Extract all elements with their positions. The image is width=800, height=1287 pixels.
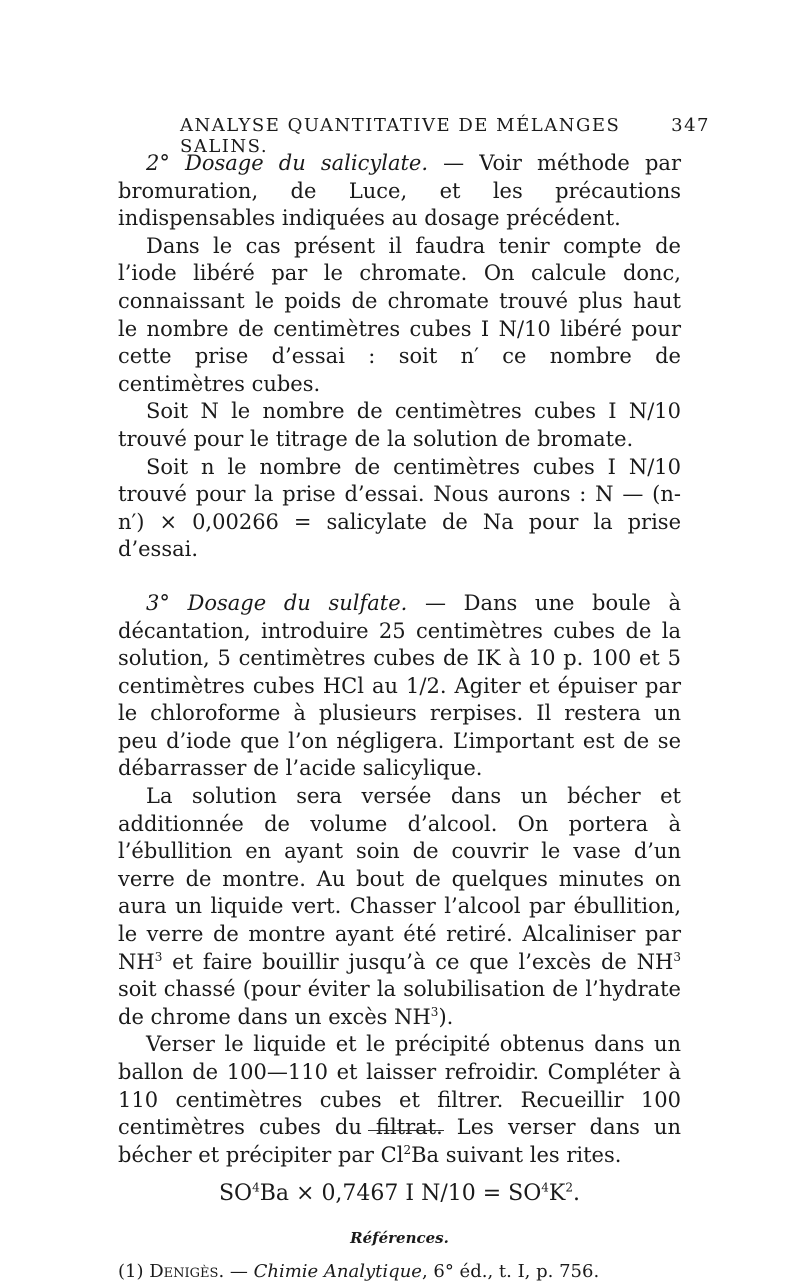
reference-author: Denigès xyxy=(149,1261,219,1283)
running-header: ANALYSE QUANTITATIVE DE MÉLANGES SALINS. xyxy=(180,115,621,157)
paragraph-bromate: Soit N le nombre de centimètres cubes I N/10 trouvé pour le titrage de la solution de bromate. xyxy=(118,399,681,451)
superscript: 3 xyxy=(673,949,681,964)
page-header xyxy=(180,115,710,157)
footer-rule xyxy=(368,1130,444,1131)
section-heading-sulfate: 3° Dosage du sulfate. xyxy=(146,590,408,615)
reference-title: Chimie Analytique xyxy=(253,1261,422,1283)
section-heading-salicylate: 2° Dosage du salicylate. xyxy=(146,151,429,175)
superscript: 2 xyxy=(565,1181,573,1196)
superscript: 4 xyxy=(252,1181,260,1196)
paragraph-filtration: Verser le liquide et le précipité obtenus dans un ballon de 100—110 et laisser refroidir. Compléter à 110 centimètres cubes et filtrer. Recueillir 100 centimètres cubes du filtrat. Les verser dans un bécher et précipiter par Cl$^2$Ba suivant les rites. xyxy=(118,1032,681,1167)
superscript: 2 xyxy=(403,1142,412,1157)
paragraph-formula: Soit n le nombre de centimètres cubes I N/10 trouvé pour la prise d’essai. Nous aurons : N — (n-n′) × 0,00266 = salicylate de Na pour la prise d’essai. xyxy=(118,454,681,562)
references-heading: Références. xyxy=(350,1229,449,1248)
superscript: 3 xyxy=(430,1004,439,1019)
paragraph-solution: La solution sera versée dans un bécher et additionnée de volume d’alcool. On portera à l’ébullition en ayant soin de couvrir le vase d’un verre de montre. Au bout de quelques minutes on aura un liquide vert. Chasser l’alcool par ébullition, le verre de montre ayant été retiré. Alcaliniser par $NH^3$ et faire bouillir jusqu’à ce que l’excès de $NH^3$ soit chassé (pour éviter la solubilisation de l’hydrate de chrome dans un excès $NH^3$). xyxy=(118,784,681,1029)
reference-item: (1) Denigès. — Chimie Analytique, 6° éd., t. I, p. 756. xyxy=(118,1261,600,1283)
equation: $SO^4Ba \times 0,7467$ I $N/10 = SO^4K^2$. xyxy=(218,1181,580,1207)
superscript: 3 xyxy=(154,949,163,964)
superscript: 4 xyxy=(541,1181,549,1196)
paragraph-sulfate: 3° Dosage du sulfate. — Dans une boule à décantation, introduire 25 centimètres cubes de la solution, 5 centimètres cubes de IK à 10 p. 100 et 5 centimètres cubes HCl au 1/2. Agiter et épuiser par le chloroforme à plusieurs rerpises. Il restera un peu d’iode que l’on négligera. L’important est de se débarrasser de l’acide salicylique. xyxy=(118,590,681,781)
page-number: 347 xyxy=(671,115,710,136)
paragraph-salicylate: 2° Dosage du salicylate. — Voir méthode par bromuration, de Luce, et les précautions indispensables indiquées au dosage précédent. xyxy=(118,151,681,231)
paragraph-iodine: Dans le cas présent il faudra tenir compte de l’iode libéré par le chromate. On calcule donc, connaissant le poids de chromate trouvé plus haut le nombre de centimètres cubes I N/10 libéré pour cette prise d’essai : soit n′ ce nombre de centimètres cubes. xyxy=(118,233,681,396)
body-text xyxy=(118,150,681,1287)
